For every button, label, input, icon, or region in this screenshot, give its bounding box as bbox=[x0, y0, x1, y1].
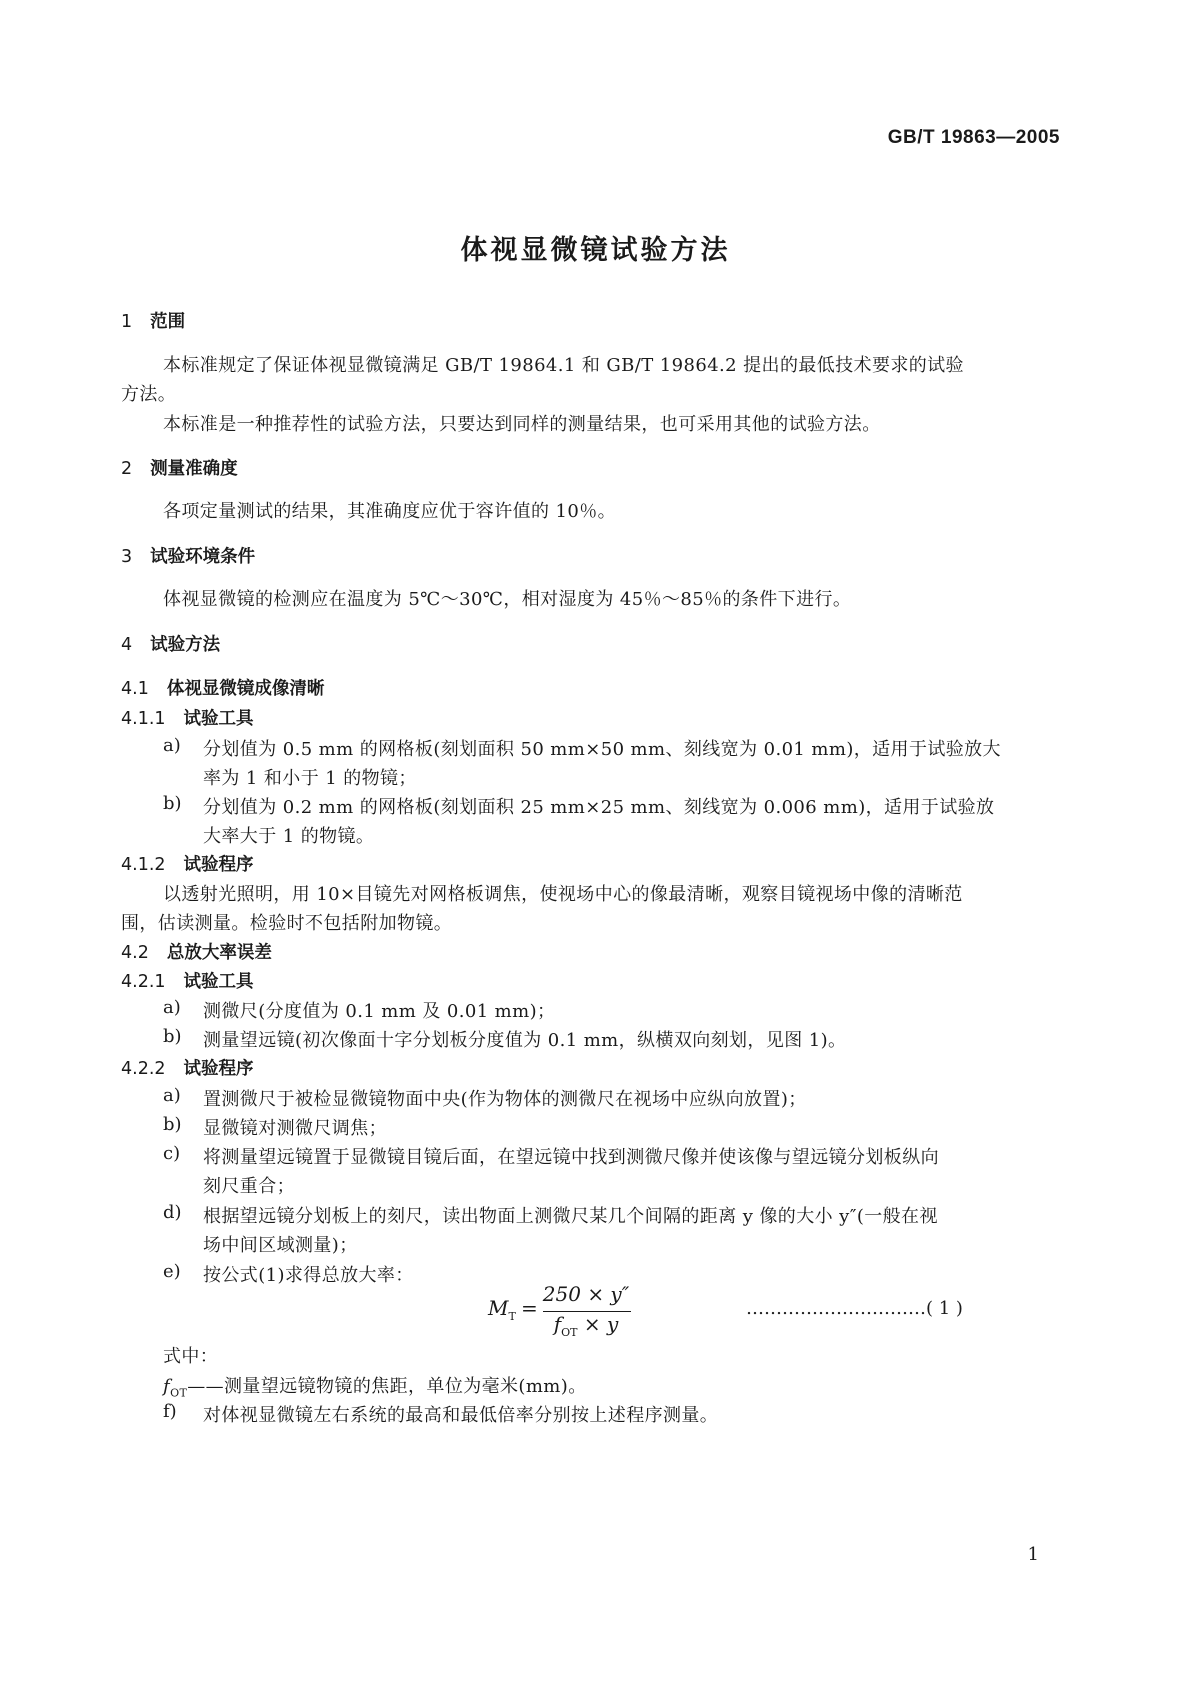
list-item-text: 对体视显微镜左右系统的最高和最低倍率分别按上述程序测量。 bbox=[203, 1405, 719, 1426]
document-title: 体视显微镜试验方法 bbox=[460, 235, 731, 266]
section-3-paragraph: 体视显微镜的检测应在温度为 5℃～30℃，相对湿度为 45％～85％的条件下进行。 bbox=[163, 589, 852, 610]
list-label: e) bbox=[163, 1261, 181, 1282]
section-4-1-heading: 4.1 体视显微镜成像清晰 bbox=[121, 679, 325, 699]
formula-where-label: 式中： bbox=[163, 1346, 219, 1367]
standard-number: GB/T 19863—2005 bbox=[887, 127, 1060, 148]
list-item-text: 分划值为 0.5 mm 的网格板(刻划面积 50 mm×50 mm、刻线宽为 0.01 mm)，适用于试验放大 bbox=[203, 739, 1001, 760]
list-label: a) bbox=[163, 735, 181, 756]
list-item-text: 显微镜对测微尺调焦； bbox=[203, 1118, 387, 1139]
page-number: 1 bbox=[1027, 1544, 1039, 1565]
section-4-2-1-heading: 4.2.1 试验工具 bbox=[121, 972, 254, 992]
section-2-paragraph: 各项定量测试的结果，其准确度应优于容许值的 10％。 bbox=[163, 501, 617, 522]
section-1-paragraph-1-cont: 方法。 bbox=[121, 384, 177, 405]
section-1-heading: 1 范围 bbox=[121, 312, 186, 332]
list-item-text: 按公式(1)求得总放大率： bbox=[203, 1265, 414, 1286]
list-item-text: 置测微尺于被检显微镜物面中央(作为物体的测微尺在视场中应纵向放置)； bbox=[203, 1089, 807, 1110]
list-item-text-cont: 刻尺重合； bbox=[203, 1176, 295, 1197]
section-1-paragraph-1: 本标准规定了保证体视显微镜满足 GB/T 19864.1 和 GB/T 19864.2 提出的最低技术要求的试验 bbox=[163, 355, 964, 376]
formula-lhs: $M_T$ bbox=[488, 1296, 516, 1323]
list-item-text-cont: 率为 1 和小于 1 的物镜； bbox=[203, 768, 417, 789]
list-label: f) bbox=[163, 1401, 177, 1422]
section-4-1-2-heading: 4.1.2 试验程序 bbox=[121, 855, 254, 875]
list-item-text: 根据望远镜分划板上的刻尺，读出物面上测微尺某几个间隔的距离 y 像的大小 y″(一般在视 bbox=[203, 1206, 938, 1227]
section-1-paragraph-2: 本标准是一种推荐性的试验方法，只要达到同样的测量结果，也可采用其他的试验方法。 bbox=[163, 414, 881, 435]
list-item-text: 将测量望远镜置于显微镜目镜后面，在望远镜中找到测微尺像并使该像与望远镜分划板纵向 bbox=[203, 1147, 939, 1168]
formula-symbol-definition: $f_{OT}——$测量望远镜物镜的焦距，单位为毫米(mm)。 bbox=[163, 1376, 587, 1400]
list-item-text: 分划值为 0.2 mm 的网格板(刻划面积 25 mm×25 mm、刻线宽为 0.006 mm)，适用于试验放 bbox=[203, 797, 995, 818]
formula-denominator: $f_{OT} \times y$ bbox=[553, 1312, 619, 1339]
section-4-2-2-heading: 4.2.2 试验程序 bbox=[121, 1059, 254, 1079]
list-item-text-cont: 大率大于 1 的物镜。 bbox=[203, 826, 375, 847]
section-4-1-2-paragraph-cont: 围，估读测量。检验时不包括附加物镜。 bbox=[121, 913, 453, 934]
formula-reference: …………………………( 1 ) bbox=[746, 1298, 963, 1319]
section-2-heading: 2 测量准确度 bbox=[121, 459, 238, 479]
list-label: a) bbox=[163, 997, 181, 1018]
list-label: b) bbox=[163, 793, 182, 814]
formula-equals: = bbox=[521, 1296, 538, 1320]
list-item-text: 测微尺(分度值为 0.1 mm 及 0.01 mm)； bbox=[203, 1001, 556, 1022]
formula-numerator: 250 × y″ bbox=[542, 1282, 630, 1306]
section-4-heading: 4 试验方法 bbox=[121, 635, 221, 655]
list-label: d) bbox=[163, 1202, 182, 1223]
section-3-heading: 3 试验环境条件 bbox=[121, 547, 256, 567]
list-label: b) bbox=[163, 1026, 182, 1047]
list-label: a) bbox=[163, 1085, 181, 1106]
list-label: c) bbox=[163, 1143, 181, 1164]
section-4-1-1-heading: 4.1.1 试验工具 bbox=[121, 709, 254, 729]
section-4-2-heading: 4.2 总放大率误差 bbox=[121, 943, 272, 963]
list-item-text-cont: 场中间区域测量)； bbox=[203, 1235, 358, 1256]
list-label: b) bbox=[163, 1114, 182, 1135]
section-4-1-2-paragraph: 以透射光照明，用 10×目镜先对网格板调焦，使视场中心的像最清晰，观察目镜视场中像的清晰范 bbox=[163, 884, 963, 905]
list-item-text: 测量望远镜(初次像面十字分划板分度值为 0.1 mm，纵横双向刻划，见图 1)。 bbox=[203, 1030, 847, 1051]
